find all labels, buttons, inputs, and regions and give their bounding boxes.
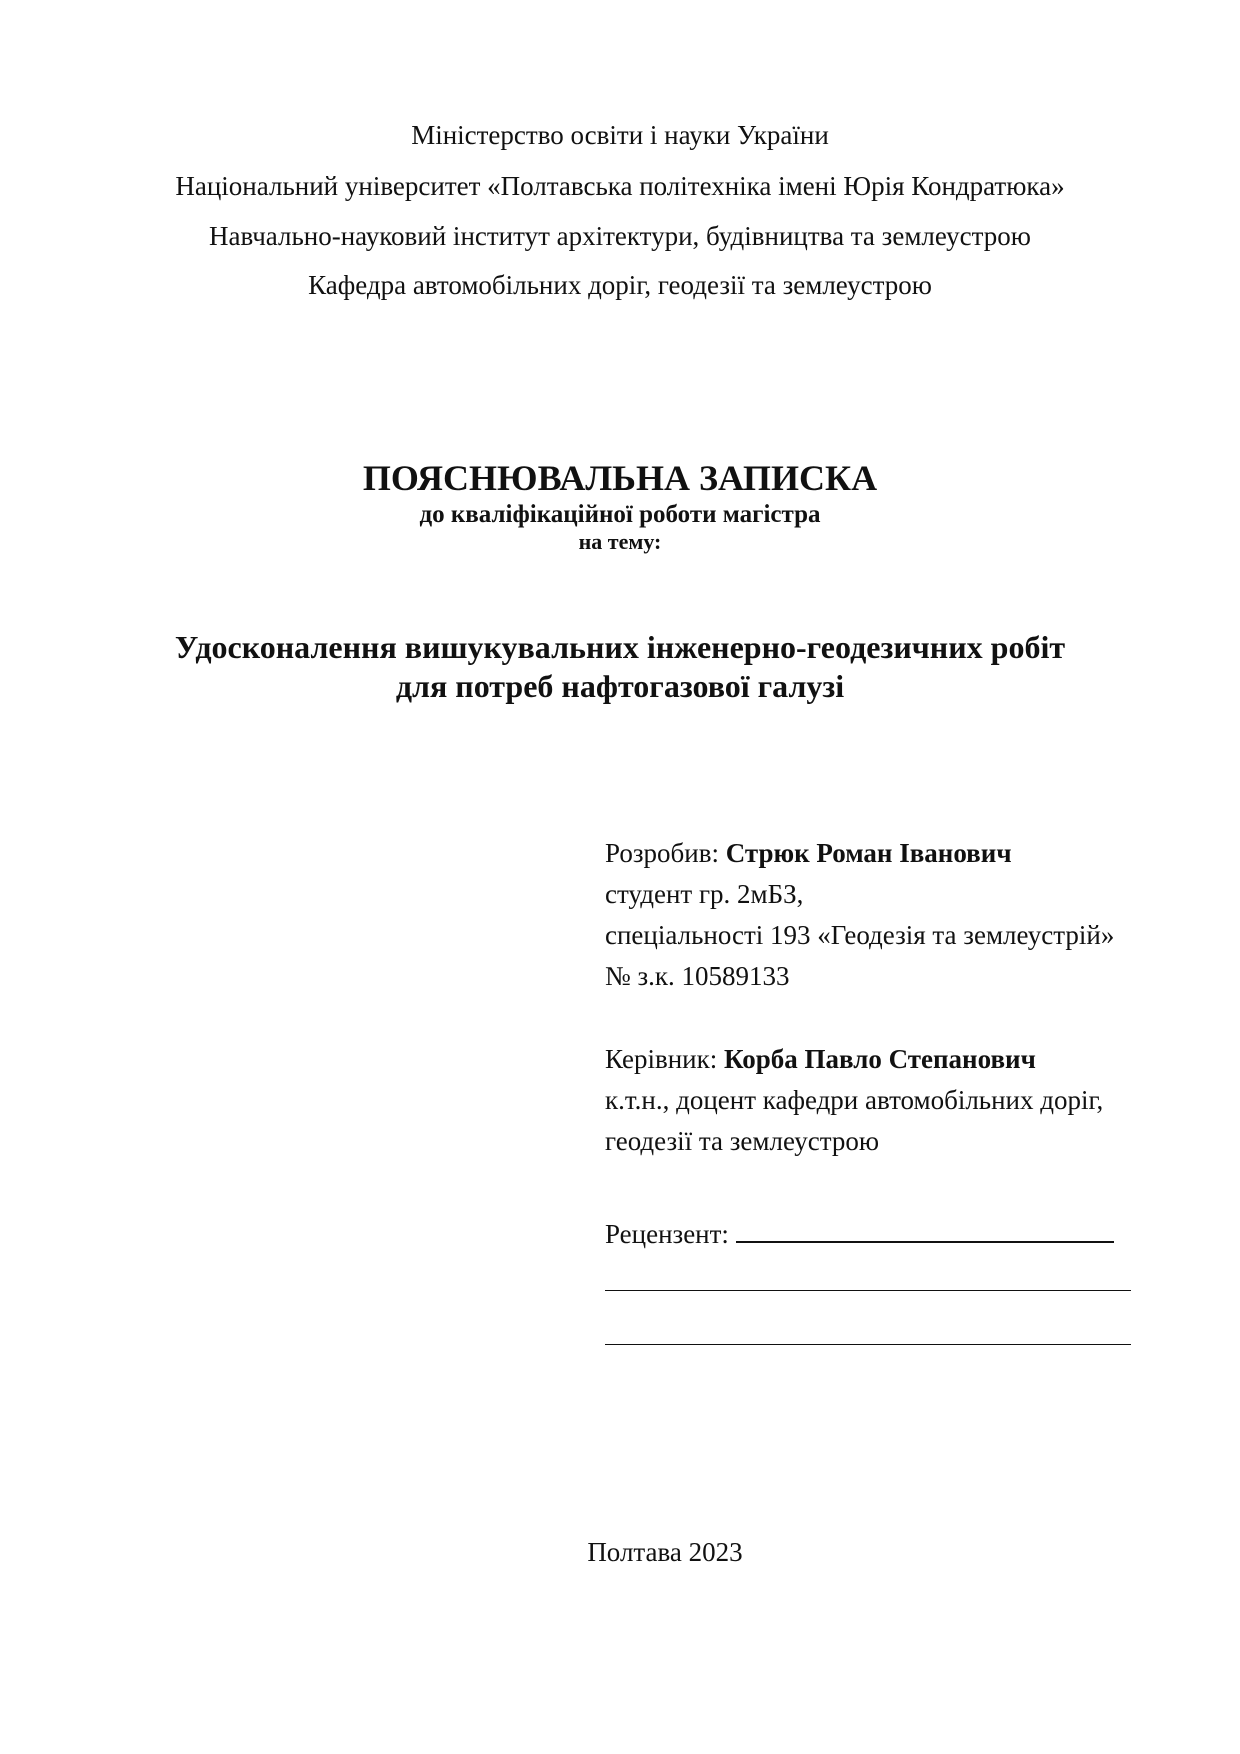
city-year: Полтава 2023 <box>587 1537 743 1567</box>
ministry-line: Міністерство освіти і науки України <box>411 120 829 150</box>
reviewer-line <box>605 1217 1205 1251</box>
document-subtitle: до кваліфікаційної роботи магістра <box>419 501 821 528</box>
author-label: Розробив: <box>605 838 719 868</box>
reviewer-blank-line-2 <box>605 1344 1131 1345</box>
university-line: Національний університет «Полтавська політехніка імені Юрія Кондратюка» <box>175 171 1065 201</box>
supervisor-name: Корба Павло Степанович <box>723 1044 1036 1074</box>
reviewer-label: Рецензент: <box>605 1219 729 1249</box>
institute-line: Навчально-науковий інститут архітектури, будівництва та землеустрою <box>209 221 1031 251</box>
author-specialty: спеціальності 193 «Геодезія та землеустрій» <box>605 920 1115 950</box>
reviewer-underline <box>736 1221 1114 1243</box>
reviewer-blank-line-1 <box>605 1290 1131 1291</box>
document-subtitle-topic: на тему: <box>578 529 662 554</box>
supervisor-position-2: геодезії та землеустрою <box>605 1126 880 1156</box>
topic-line-1: Удосконалення вишукувальних інженерно-геодезичних робіт <box>174 629 1066 665</box>
supervisor-line <box>605 1042 1205 1076</box>
author-line <box>605 836 1205 870</box>
document-title: ПОЯСНЮВАЛЬНА ЗАПИСКА <box>362 458 878 498</box>
topic-line-2: для потреб нафтогазової галузі <box>395 668 845 704</box>
author-group: студент гр. 2мБЗ, <box>605 879 804 909</box>
supervisor-label: Керівник: <box>605 1044 718 1074</box>
author-record: № з.к. 10589133 <box>605 961 790 991</box>
department-line: Кафедра автомобільних доріг, геодезії та землеустрою <box>308 270 932 300</box>
author-name: Стрюк Роман Іванович <box>725 838 1012 868</box>
supervisor-position-1: к.т.н., доцент кафедри автомобільних доріг, <box>605 1085 1104 1115</box>
